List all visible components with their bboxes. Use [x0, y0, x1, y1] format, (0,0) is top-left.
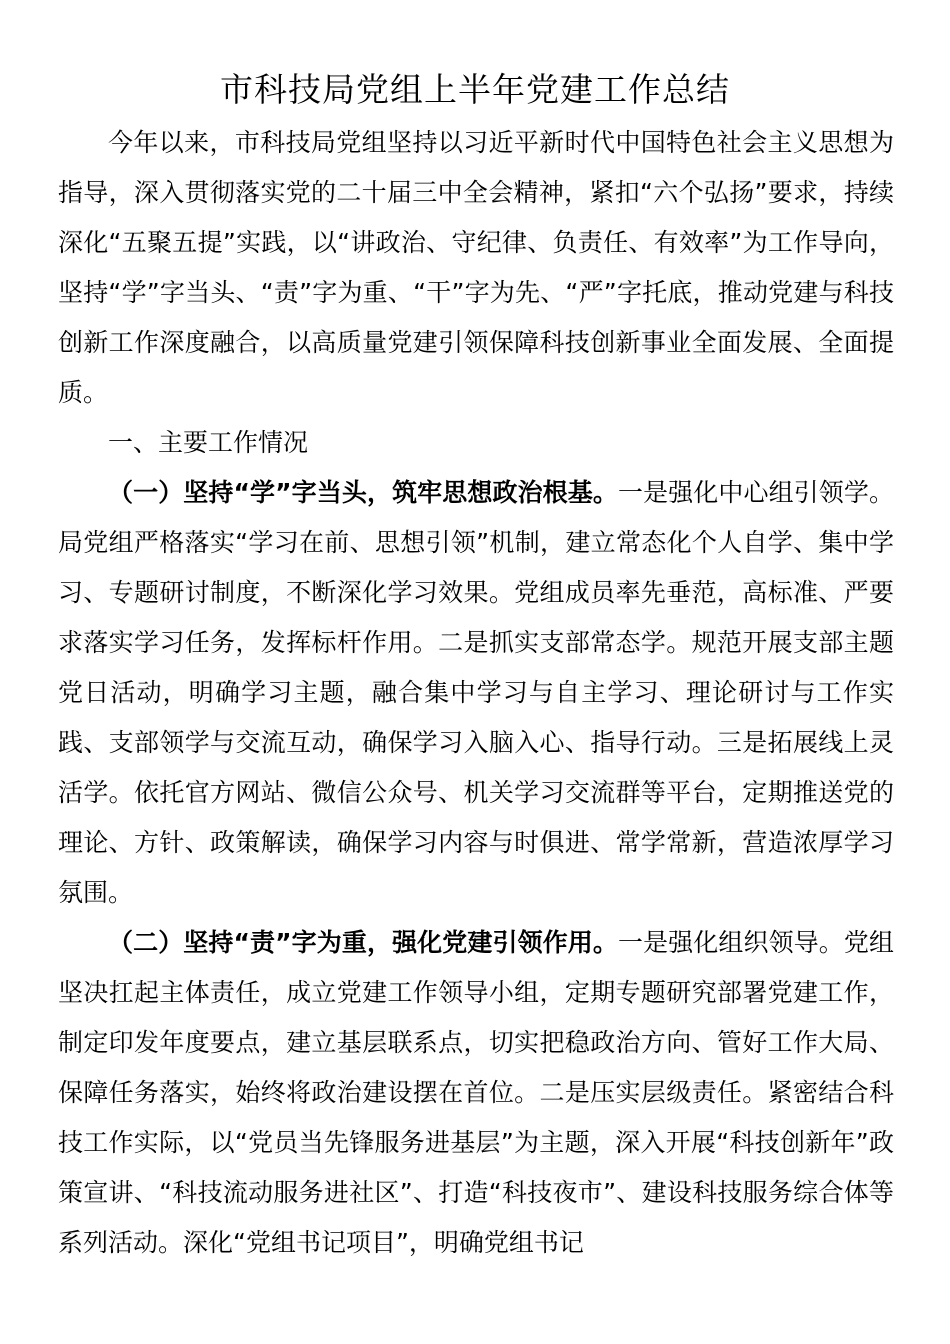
document-body: [58, 118, 894, 1268]
section-heading: 一、主要工作情况: [108, 428, 309, 457]
subsection-1-heading: （一）坚持“学”字当头，筑牢思想政治根基。: [108, 478, 618, 507]
subsection-2-paragraph: [58, 918, 894, 1268]
subsection-2-heading: （二）坚持“责”字为重，强化党建引领作用。: [108, 928, 618, 957]
subsection-1-paragraph: [58, 468, 894, 918]
subsection-1-body: 一是强化中心组引领学。局党组严格落实“学习在前、思想引领”机制，建立常态化个人自学、集中学习、专题研讨制度，不断深化学习效果。党组成员率先垂范，高标准、严要求落实学习任务，发挥标杆作用。二是抓实支部常态学。规范开展支部主题党日活动，明确学习主题，融合集中学习与自主学习、理论研讨与工作实践、支部领学与交流互动，确保学习入脑入心、指导行动。三是拓展线上灵活学。依托官方网站、微信公众号、机关学习交流群等平台，定期推送党的理论、方针、政策解读，确保学习内容与时俱进、常学常新，营造浓厚学习氛围。: [58, 478, 894, 907]
subsection-2-body: 一是强化组织领导。党组坚决扛起主体责任，成立党建工作领导小组，定期专题研究部署党建工作，制定印发年度要点，建立基层联系点，切实把稳政治方向、管好工作大局、保障任务落实，始终将政治建设摆在首位。二是压实层级责任。紧密结合科技工作实际，以“党员当先锋服务进基层”为主题，深入开展“科技创新年”政策宣讲、“科技流动服务进社区”、打造“科技夜市”、建设科技服务综合体等系列活动。深化“党组书记项目”，明确党组书记: [58, 928, 894, 1257]
intro-paragraph: 今年以来，市科技局党组坚持以习近平新时代中国特色社会主义思想为指导，深入贯彻落实党的二十届三中全会精神，紧扣“六个弘扬”要求，持续深化“五聚五提”实践，以“讲政治、守纪律、负责任、有效率”为工作导向，坚持“学”字当头、“责”字为重、“干”字为先、“严”字托底，推动党建与科技创新工作深度融合，以高质量党建引领保障科技创新事业全面发展、全面提质。: [58, 128, 894, 407]
document-title: 市科技局党组上半年党建工作总结: [220, 70, 730, 109]
